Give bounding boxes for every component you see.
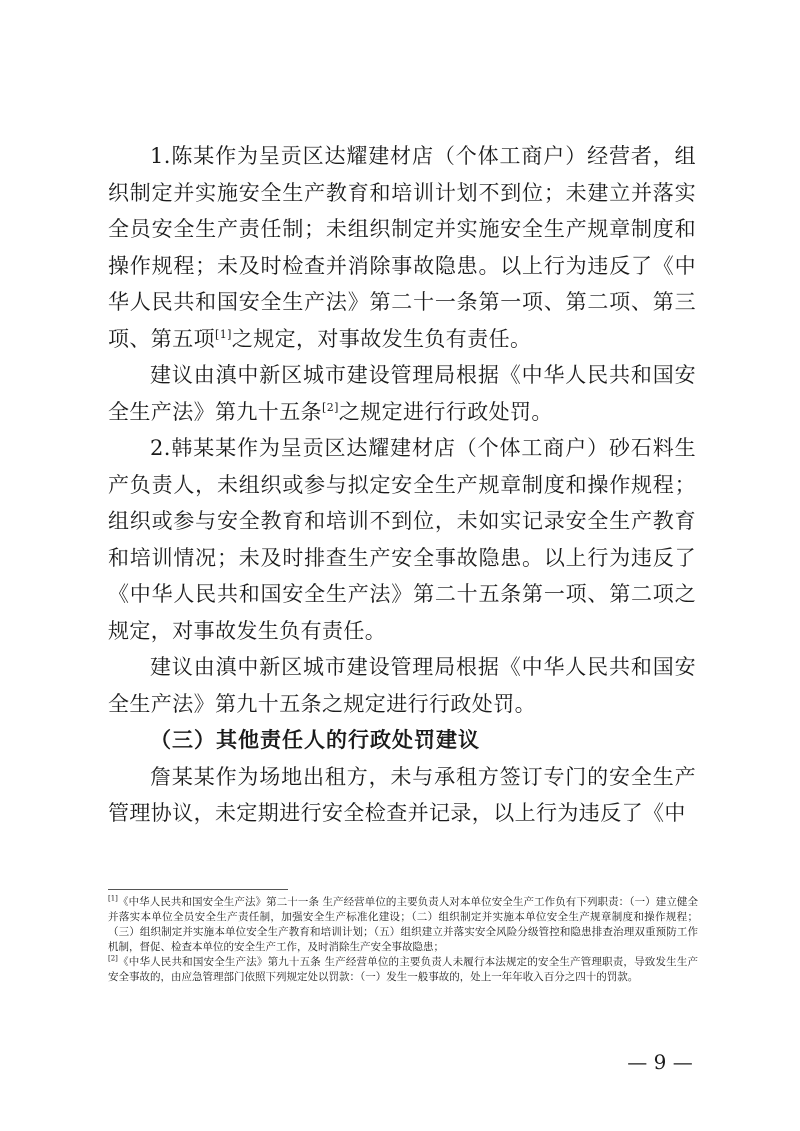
paragraph-text: 之规定进行行政处罚。 <box>338 399 553 424</box>
footnote-2 <box>108 955 698 985</box>
paragraph-chen <box>108 138 696 357</box>
paragraph-text: 1.陈某作为呈贡区达耀建材店（个体工商户）经营者，组织制定并实施安全生产教育和培训计划不到位；未建立并落实全员安全生产责任制；未组织制定并实施安全生产规章制度和操作规程；未及时检查并消除事故隐患。以上行为违反了《中华人民共和国安全生产法》第二十一条第一项、第二项、第三项、第五项 <box>108 144 696 351</box>
body-text <box>108 138 696 832</box>
footnote-1 <box>108 895 698 955</box>
footnote-mark: [1] <box>108 894 118 903</box>
footnote-divider <box>108 889 288 890</box>
footnote-ref-1[interactable]: [1] <box>215 327 232 341</box>
paragraph-text: 建议由滇中新区城市建设管理局根据《中华人民共和国安全生产法》第九十五条 <box>108 363 696 424</box>
paragraph-zhan: 詹某某作为场地出租方，未与承租方签订专门的安全生产管理协议，未定期进行安全检查并记录，以上行为违反了《中 <box>108 764 696 825</box>
paragraph-chen-penalty <box>108 357 696 430</box>
footnote-text: 《中华人民共和国安全生产法》第二十一条 生产经营单位的主要负责人对本单位安全生产工作负有下列职责：（一）建立健全并落实本单位全员安全生产责任制，加强安全生产标准化建设；（二）组织制定并实施本单位安全生产规章制度和操作规程；（三）组织制定并实施本单位安全生产教育和培训计划；（五）组织建立并落实安全风险分级管控和隐患排查治理双重预防工作机制，督促、检查本单位的安全生产工作，及时消除生产安全事故隐患； <box>108 896 698 953</box>
paragraph-han-penalty: 建议由滇中新区城市建设管理局根据《中华人民共和国安全生产法》第九十五条之规定进行行政处罚。 <box>108 655 696 716</box>
footnote-mark: [2] <box>108 954 118 963</box>
footnotes <box>108 895 698 985</box>
footnote-text: 《中华人民共和国安全生产法》第九十五条 生产经营单位的主要负责人未履行本法规定的安全生产管理职责，导致发生生产安全事故的，由应急管理部门依照下列规定处以罚款：（一）发生一般事故的，处上一年年收入百分之四十的罚款。 <box>108 956 698 983</box>
paragraph-text: 之规定，对事故发生负有责任。 <box>231 326 532 351</box>
paragraph-han: 2.韩某某作为呈贡区达耀建材店（个体工商户）砂石料生产负责人，未组织或参与拟定安全生产规章制度和操作规程；组织或参与安全教育和培训不到位，未如实记录安全生产教育和培训情况；未及时排查生产安全事故隐患。以上行为违反了《中华人民共和国安全生产法》第二十五条第一项、第二项之规定，对事故发生负有责任。 <box>108 436 696 643</box>
page-number: — 9 — <box>627 1050 693 1074</box>
footnote-ref-2[interactable]: [2] <box>322 400 339 414</box>
section-heading: （三）其他责任人的行政处罚建议 <box>150 727 480 752</box>
